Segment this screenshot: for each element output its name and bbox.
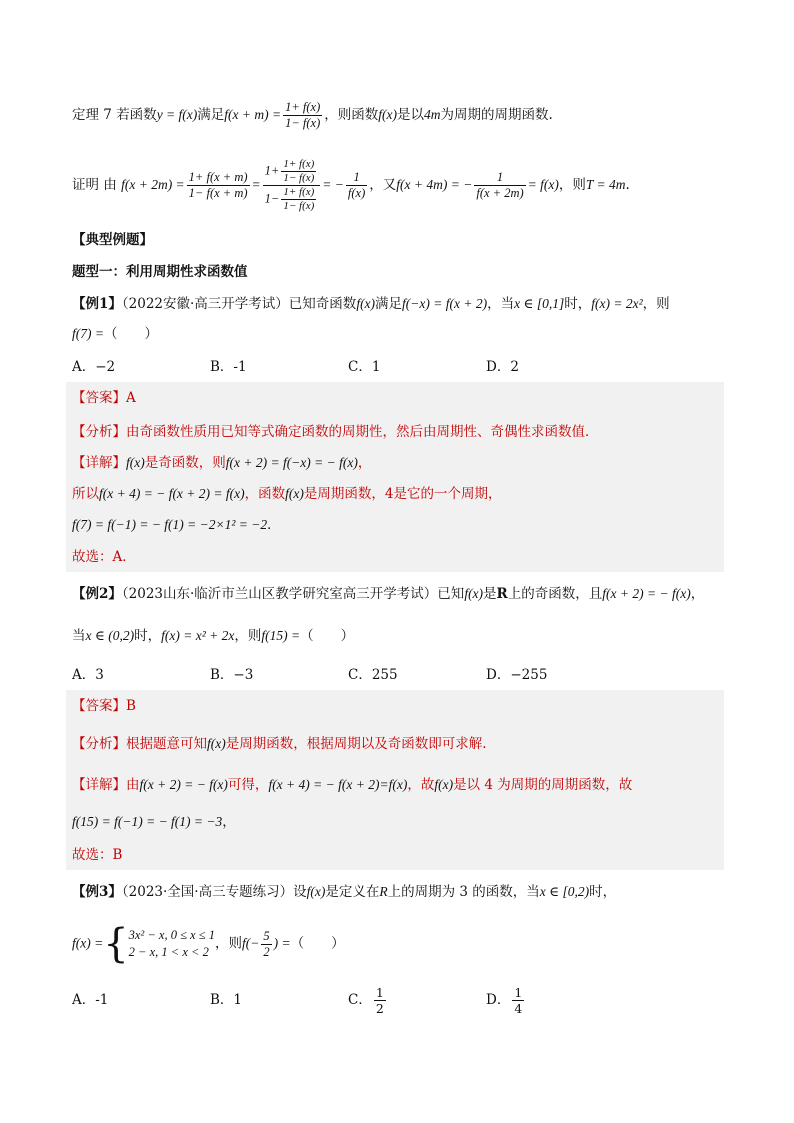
math: f(x + 2) = f(−x) = − f(x) bbox=[225, 455, 358, 470]
option-a: A．3 bbox=[72, 667, 104, 683]
text: ， bbox=[222, 814, 236, 830]
example-1-solution-box bbox=[66, 382, 724, 572]
math: R bbox=[496, 586, 508, 602]
math: ) = bbox=[273, 935, 291, 951]
text: ，则 bbox=[214, 935, 242, 952]
text: ． bbox=[267, 517, 281, 533]
nested-fraction bbox=[263, 158, 321, 213]
numerator: 1+ f(x + m) bbox=[188, 170, 248, 184]
numerator: 1 bbox=[514, 985, 523, 1000]
section-title: 【典型例题】 bbox=[72, 232, 153, 248]
text: ，当 bbox=[487, 296, 515, 312]
text: 由 bbox=[103, 177, 117, 193]
fraction bbox=[281, 158, 316, 185]
answer-value: B bbox=[126, 698, 136, 714]
text: ，则函数 bbox=[324, 107, 379, 123]
math: f(x + 2m) = bbox=[121, 177, 185, 192]
denominator: 2 bbox=[375, 1001, 384, 1016]
analysis-text: 由奇函数性质用已知等式确定函数的周期性，然后由周期性、奇偶性求函数值． bbox=[126, 424, 599, 440]
proof-label: 证明 bbox=[72, 177, 99, 193]
text: （2023·全国·高三专题练习）设 bbox=[121, 884, 307, 900]
text: ，则 bbox=[642, 296, 670, 312]
example-1-question-line2 bbox=[72, 325, 158, 343]
text: 所以 bbox=[72, 486, 99, 502]
text: 根据题意可知 bbox=[126, 736, 207, 752]
option-c: C．1 bbox=[348, 359, 381, 375]
left-brace: { bbox=[103, 921, 129, 967]
math: x ∈ (0,2) bbox=[85, 628, 135, 643]
denominator: 1− f(x) bbox=[285, 116, 321, 130]
math: f(x) bbox=[126, 455, 145, 470]
numerator: 1 bbox=[375, 985, 384, 1000]
math: x ∈ [0,2) bbox=[539, 884, 590, 899]
example-tag: 【例2】 bbox=[72, 586, 122, 602]
example-2-question-line2 bbox=[72, 627, 354, 645]
math: f(x + 4) = − f(x + 2)=f(x) bbox=[268, 777, 408, 792]
text: 满足 bbox=[375, 296, 403, 312]
theorem-label: 定理 7 bbox=[72, 107, 112, 123]
text: （2023山东·临沂市兰山区教学研究室高三开学考试）已知 bbox=[121, 586, 465, 602]
fraction bbox=[187, 170, 250, 201]
case-1: 3x² − x, 0 ≤ x ≤ 1 bbox=[128, 928, 215, 942]
text: 时， bbox=[134, 628, 162, 644]
text: 为周期的周期函数. bbox=[440, 107, 553, 123]
example-3-question bbox=[72, 883, 616, 901]
math: f(x + 2) = − f(x) bbox=[602, 586, 691, 601]
example-tag: 【例3】 bbox=[72, 884, 122, 900]
text: ，故 bbox=[407, 777, 435, 793]
text: 是奇函数，则 bbox=[144, 455, 226, 471]
math: f(x + m) = bbox=[224, 107, 282, 122]
example-3-options bbox=[72, 985, 624, 1016]
text: 时， bbox=[564, 296, 592, 312]
text: 当 bbox=[72, 628, 86, 644]
fraction bbox=[283, 100, 322, 131]
math: f(x) bbox=[434, 777, 454, 792]
option-b: B．−3 bbox=[210, 667, 254, 683]
answer-blank: （ ） bbox=[103, 326, 158, 342]
numerator: 1 bbox=[346, 170, 367, 186]
option-d: D．2 bbox=[486, 359, 519, 375]
example-3-piecewise bbox=[72, 921, 345, 967]
numerator: 1 bbox=[474, 170, 525, 186]
math: f(x) bbox=[306, 884, 326, 899]
example-1-choice: 故选：A． bbox=[72, 549, 136, 565]
math: f(x) bbox=[464, 586, 484, 601]
example-1-options bbox=[72, 358, 624, 376]
text: 是 bbox=[483, 586, 497, 602]
proof bbox=[72, 158, 630, 213]
option-c-label: C． bbox=[348, 992, 372, 1008]
math: f(x) = x² + 2x bbox=[161, 628, 235, 643]
text: （2022安徽·高三开学考试）已知奇函数 bbox=[121, 296, 357, 312]
text: ，又 bbox=[369, 177, 397, 193]
detail-tag: 【详解】 bbox=[72, 455, 126, 471]
math: 1+ bbox=[264, 163, 280, 178]
answer-blank: （ ） bbox=[290, 935, 345, 952]
analysis-tag: 【分析】 bbox=[72, 736, 126, 752]
math: f(15) = bbox=[261, 628, 301, 643]
text: ，则 bbox=[558, 177, 586, 193]
option-b: B．-1 bbox=[210, 359, 247, 375]
math: f(x + 4m) = − bbox=[396, 177, 473, 192]
example-1-answer bbox=[72, 389, 136, 407]
example-2-question bbox=[72, 585, 704, 603]
text: 是以 bbox=[397, 107, 424, 123]
fraction bbox=[281, 186, 316, 213]
denominator: 2 bbox=[263, 944, 270, 959]
fraction bbox=[512, 985, 524, 1016]
math: 4m bbox=[424, 107, 441, 122]
denominator: f(x + 2m) bbox=[476, 186, 524, 200]
example-2-choice: 故选：B bbox=[72, 847, 123, 863]
option-d-label: D． bbox=[486, 992, 511, 1008]
example-1-detail-line3 bbox=[72, 516, 281, 534]
text: ， bbox=[690, 586, 705, 602]
math: f(x + 4) = − f(x + 2) = f(x) bbox=[99, 486, 245, 501]
math: = f(x) bbox=[527, 177, 559, 192]
math: T = 4m bbox=[585, 177, 626, 192]
analysis-tag: 【分析】 bbox=[72, 424, 126, 440]
text: 若函数 bbox=[116, 107, 157, 123]
text: ，函数 bbox=[244, 486, 286, 502]
option-a: A．-1 bbox=[72, 992, 109, 1008]
answer-value: A bbox=[126, 390, 136, 406]
math: f(x) bbox=[378, 107, 397, 122]
theorem-7 bbox=[72, 100, 553, 131]
case-2: 2 − x, 1 < x < 2 bbox=[128, 945, 209, 959]
math: f(− bbox=[241, 935, 260, 951]
answer-tag: 【答案】 bbox=[72, 390, 126, 406]
text: 是周期函数，4是它的一个周期， bbox=[303, 486, 502, 502]
text: ，则 bbox=[234, 628, 262, 644]
example-2-detail-line1 bbox=[72, 776, 632, 794]
option-d: D．−255 bbox=[486, 667, 548, 683]
math: = bbox=[251, 177, 261, 192]
detail-tag: 【详解】 bbox=[72, 777, 126, 793]
example-2-options bbox=[72, 666, 624, 684]
text: 由 bbox=[126, 777, 140, 793]
example-tag: 【例1】 bbox=[72, 296, 122, 312]
fraction bbox=[374, 985, 386, 1016]
text: 可得， bbox=[227, 777, 269, 793]
answer-tag: 【答案】 bbox=[72, 698, 126, 714]
math: = − bbox=[322, 177, 344, 192]
type-title: 题型一：利用周期性求函数值 bbox=[72, 264, 248, 280]
example-1-detail-line2 bbox=[72, 485, 501, 503]
example-2-answer bbox=[72, 697, 136, 715]
math: f(7) = f(−1) = − f(1) = −2×1² = −2 bbox=[72, 517, 268, 532]
answer-blank: （ ） bbox=[300, 628, 355, 644]
denominator: 1− f(x) bbox=[283, 172, 315, 184]
text: 是周期函数，根据周期以及奇函数即可求解. bbox=[225, 736, 487, 752]
example-2-detail-line2 bbox=[72, 813, 236, 831]
text: 时， bbox=[589, 884, 617, 900]
math: f(x + 2) = − f(x) bbox=[139, 777, 228, 792]
math: f(7) = bbox=[72, 326, 104, 341]
math: f(x) bbox=[207, 736, 226, 751]
fraction bbox=[474, 170, 525, 201]
option-c: C．255 bbox=[348, 667, 398, 683]
numerator bbox=[263, 158, 321, 186]
math: f(15) = f(−1) = − f(1) = −3 bbox=[72, 814, 223, 829]
option-d bbox=[486, 985, 624, 1016]
example-1-question bbox=[72, 295, 670, 313]
cases bbox=[129, 927, 215, 961]
option-b: B．1 bbox=[210, 992, 243, 1008]
text: ， bbox=[357, 455, 372, 471]
numerator: 5 bbox=[263, 928, 270, 943]
text: 满足 bbox=[197, 107, 225, 123]
example-1-detail-line1 bbox=[72, 454, 371, 472]
math: f(x) bbox=[356, 296, 376, 311]
math: y = f(x) bbox=[156, 107, 198, 122]
text: 上的奇函数，且 bbox=[507, 586, 603, 602]
math: f(x) = 2x² bbox=[591, 296, 643, 311]
math: f(x) bbox=[285, 486, 304, 501]
denominator bbox=[263, 186, 321, 213]
math: f(x) = bbox=[72, 935, 104, 951]
text: 上的周期为 3 的函数，当 bbox=[387, 884, 540, 900]
text: 是定义在 bbox=[325, 884, 380, 900]
text: . bbox=[625, 177, 630, 193]
numerator: 1+ f(x) bbox=[283, 186, 315, 198]
example-1-analysis bbox=[72, 423, 599, 441]
denominator: 4 bbox=[514, 1001, 523, 1016]
math: R bbox=[379, 884, 388, 899]
denominator: 1− f(x) bbox=[283, 200, 315, 212]
fraction bbox=[261, 929, 271, 960]
numerator: 1+ f(x) bbox=[285, 100, 321, 114]
math: f(−x) = f(x + 2) bbox=[402, 296, 488, 311]
denominator: 1− f(x + m) bbox=[188, 186, 248, 200]
numerator: 1+ f(x) bbox=[283, 158, 315, 170]
math: x ∈ [0,1] bbox=[514, 296, 565, 311]
fraction bbox=[346, 170, 367, 201]
math: 1− bbox=[264, 191, 280, 206]
option-a: A．−2 bbox=[72, 359, 116, 375]
text: 是以 4 为周期的周期函数，故 bbox=[453, 777, 633, 793]
option-c bbox=[348, 985, 486, 1016]
example-2-analysis bbox=[72, 735, 487, 753]
denominator: f(x) bbox=[347, 186, 366, 200]
